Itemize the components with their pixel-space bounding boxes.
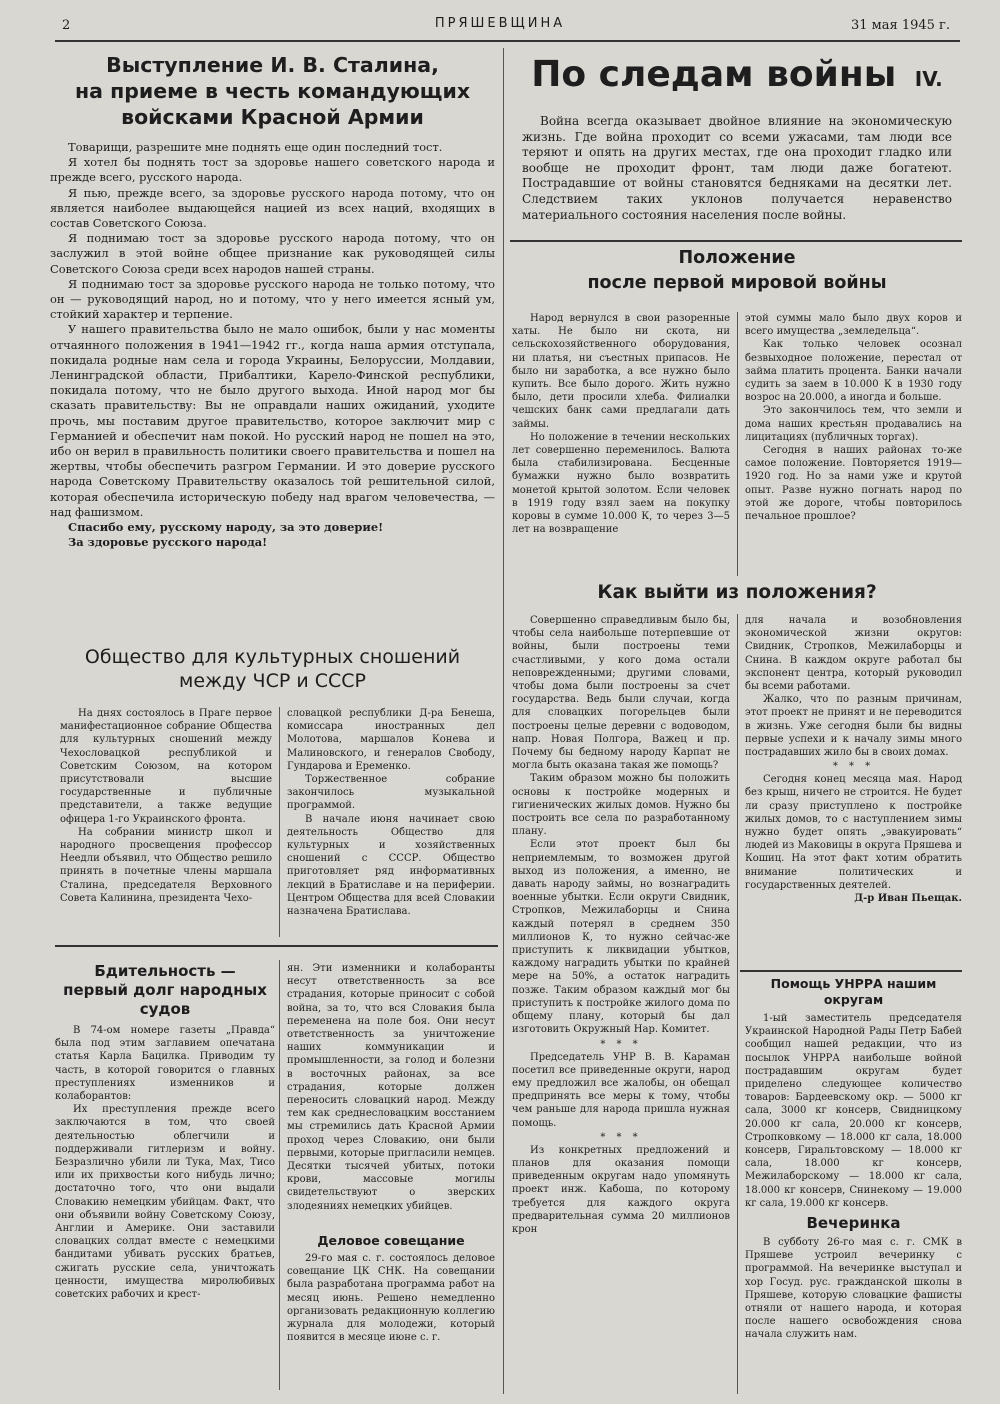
paragraph: Я хотел бы поднять тост за здоровье нашего советского народа и прежде всего, русского народа. bbox=[50, 155, 495, 185]
howout-column-2 bbox=[745, 614, 962, 905]
howout-article bbox=[512, 580, 962, 606]
unrra-article bbox=[745, 976, 962, 1210]
section-rule bbox=[740, 970, 962, 972]
unrra-title bbox=[745, 976, 962, 1008]
paragraph: Председатель УНР В. В. Караман посетил все приведенные округи, народ ему предложил все жалобы, он обещал предпринять все меры к тому, чтобы чем раньше для народа пришла нужная помощь. bbox=[512, 1051, 730, 1129]
paragraph: для начала и возобновления экономической жизни округов: Свидник, Стропков, Межилаборцы и Снина. В каждом округе работал бы экспонент центра, который руководил бы всеми работами. bbox=[745, 615, 962, 693]
paragraph: На собрании министр школ и народного просвещения профессор Неедли объявил, что Общество решило принять в почетные члены маршала Сталина, председателя Верховного Совета Калинина, президента Чехо- bbox=[60, 826, 272, 904]
society-title bbox=[50, 645, 495, 693]
paragraph: На днях состоялось в Праге первое манифестационное собрание Общества для культурных сношений между Чехословацкой республикой и Советским Союзом, на котором присутствовали высшие государственные и публичные представители, а также ведущие офицера 1-го Украинского фронта. bbox=[60, 708, 272, 825]
paragraph: Это закончилось тем, что земли и дома наших крестьян продавались на лицитациях (публичных торгах). bbox=[745, 405, 962, 443]
page-header bbox=[0, 16, 1000, 40]
paragraph: В субботу 26-го мая с. г. СМК в Пряшеве устроил вечеринку с программой. На вечеринке выступал и хор Госуд. рус. гражданской школы в Пряшеве, которую словацкие фашисты отняли от нашего народа, и которая после нашего освобождения снова начала служить нам. bbox=[745, 1237, 962, 1341]
issue-date: 31 мая 1945 г. bbox=[850, 18, 950, 33]
meeting-article bbox=[287, 1233, 495, 1344]
stalin-body bbox=[50, 140, 495, 550]
stars-separator: * * * bbox=[600, 1038, 642, 1050]
paragraph: В начале июня начинает свою деятельность Общество для культурных и хозяйственных сношений с СССР. Общество приготовляет ряд информативных лекций в Братиславе и на периферии. Центром Общества для всей Словакии назначена Братислава. bbox=[287, 813, 495, 918]
stalin-title-line: Выступление И. В. Сталина, bbox=[106, 53, 439, 77]
war-article bbox=[512, 50, 962, 223]
position-column-1 bbox=[512, 312, 730, 536]
stars-separator: * * * bbox=[600, 1131, 642, 1143]
paragraph: 29-го мая с. г. состоялось деловое совещание ЦК СНК. На совещании была разработана программа работ на месяц июнь. Решено немедленно организовать редакционную коллегию журнала для молодежи, который появится в месяце июне с. г. bbox=[287, 1253, 495, 1344]
paragraph: Таким образом можно бы положить основы к постройке модерных и гигиенических жилых домов. Нужно бы построить все села по разработанному плану. bbox=[512, 773, 730, 838]
war-title-text: По следам войны bbox=[531, 54, 897, 95]
paragraph: Я пью, прежде всего, за здоровье русского народа потому, что он является наиболее выдающейся нацией из всех наций, входящих в состав Советского Союза. bbox=[50, 185, 495, 231]
paragraph: Сегодня конец месяца мая. Народ без крыш, ничего не строится. Не будет ли сразу приступлено к постройке жилых домов, то с наступлением зимы нужно будет опять „эвакуировать“ людей из Маковицы в округа Пряшева и Кошиц. На этот факт хотим обратить внимание политических и государственных деятелей. bbox=[745, 774, 962, 891]
howout-divider bbox=[737, 614, 738, 1394]
position-column-2 bbox=[745, 312, 962, 523]
position-title bbox=[512, 246, 962, 296]
section-rule bbox=[510, 240, 962, 242]
stalin-article bbox=[50, 52, 495, 550]
paragraph: Их преступления прежде всего заключаются в том, что своей деятельностью облегчили и поддерживали гитлеризм и войну. Безразлично убили ли Тука, Мах, Тисо или их прихвостьи кого нибудь лично; достаточно того, что они выдали Словакию немецким убийцам. Факт, что они объявили войну Советскому Союзу, Англии и Америке. Они заставили словацких солдат вместе с немецкими бандитами убивать русских братьев, сжигать русские села, уничтожать ценности, имущества миролюбивых советских рабочих и крест- bbox=[55, 1104, 275, 1301]
page-number: 2 bbox=[62, 18, 71, 33]
paragraph: За здоровье русского народа! bbox=[68, 535, 268, 550]
paragraph: этой суммы мало было двух коров и всего имущества „земледельца“. bbox=[745, 313, 962, 338]
position-title-line: после первой мировой войны bbox=[587, 273, 887, 293]
society-title-line: между ЧСР и СССР bbox=[179, 670, 366, 692]
paragraph: Из конкретных предложений и планов для оказания помощи приведенным округам надо упомянуть проект инж. Кабоша, по которому требуется для каждого округа предварительная сумма 20 миллионов крон bbox=[512, 1144, 730, 1235]
society-title-line: Общество для культурных сношений bbox=[84, 646, 461, 668]
paragraph: 1-ый заместитель председателя Украинской Народной Рады Петр Бабей сообщил нашей редакции, что из посылок УНРРА наибольше войной пострадавшим округам будет приделено следующее количество товаров: Бардеевскому окр. — 5000 кг сала, 3000 кг консерв, Свидницкому 20.000 кг сала, 20.000 кг консерв, Стропковкому — 18.000 кг сала, 18.000 консерв, Гиральтовскому — 18.000 кг сала, 18.000 кг консерв, Межилаборскому — 18.000 кг сала, 18.000 кг консерв, Снинекому — 19.000 кг сала, 19.000 кг консерв. bbox=[745, 1013, 962, 1209]
unrra-title-line: Помощь УНРРА нашим bbox=[770, 976, 937, 991]
vigilance-title-line: судов bbox=[139, 1000, 191, 1018]
war-part-number: IV. bbox=[914, 67, 943, 91]
howout-title: Как выйти из положения? bbox=[597, 582, 877, 603]
society-divider bbox=[279, 707, 280, 937]
paragraph: Я поднимаю тост за здоровье русского народа потому, что он заслужил в этой войне общее признание как руководящей силы Советского Союза среди всех народов нашей страны. bbox=[50, 231, 495, 276]
vigilance-title-line: первый долг народных bbox=[63, 981, 267, 999]
paragraph: Как только человек осознал безвыходное положение, перестал от займа платить процента. Банки начали судить за заем в 10.000 К в 1930 году возрос на 20.000, а иногда и больше. bbox=[745, 339, 962, 404]
vigilance-title-line: Бдительность — bbox=[94, 962, 236, 980]
paragraph: Я поднимаю тост за здоровье русского народа не только потому, что он — руководящий народ, но и потому, что у него имеется ясный ум, стойкий характер и терпение. bbox=[50, 276, 495, 322]
stalin-title bbox=[50, 52, 495, 130]
column-divider bbox=[503, 48, 504, 1394]
party-article bbox=[745, 1213, 962, 1342]
vigilance-article bbox=[55, 962, 275, 1301]
unrra-title-line: округам bbox=[823, 992, 884, 1007]
paragraph: Спасибо ему, русскому народу, за это доверие! bbox=[68, 520, 384, 535]
paragraph: У нашего правительства было не мало ошибок, были у нас моменты отчаянного положения в 1941—1942 гг., когда наша армия отступала, покидала родные нам села и города Украины, Белоруссии, Молдавии, Ленинградской области, Прибалтики, Карело-Финской республики, покидала потому, что не было другого выхода. Иной народ мог бы сказать правительству: Вы не оправдали наших ожиданий, уходите прочь, мы поставим другое правительство, которое заключит мир с Германией и обеспечит нам покой. Но русский народ не пошел на это, ибо он верил в правильность политики своего правительства и пошел на жертвы, чтобы обеспечить разгром Германии. И это доверие русского народа Советскому Правительству оказалось той решительной силой, которая обеспечила историческую победу над врагом человечества, — над фашизмом. bbox=[50, 322, 495, 519]
paragraph: Если этот проект был бы неприемлемым, то возможен другой выход из положения, а именно, не давать народу займы, но вознаградить военные убытки. Если округи Свидник, Стропков, Межилаборцы и Снина каждый потерял в среднем 350 миллионов К, то нужно сейчас-же приступить к ликвидации убытков, каждому наградить убытки по крайней мере на 50%, а остаток наградить позже. Таким образом каждый мог бы приступить к постройке жилого дома по общему плану, который бы дал изготовить Окружный Нар. Комитет. bbox=[512, 839, 730, 1036]
vigilance-column-1 bbox=[55, 1024, 275, 1301]
paragraph: Народ вернулся в свои разоренные хаты. Не было ни скота, ни сельскохозяйственного оборудования, ни платья, ни съестных припасов. Не было ни заработка, а все нужно было купить. Все было дорого. Жить нужно было, дети просили хлеба. Филиалки чешских банк сами предлагали дать займы. bbox=[512, 313, 730, 430]
paragraph: Торжественное собрание закончилось музыкальной программой. bbox=[287, 774, 495, 812]
stars-separator: * * * bbox=[832, 761, 875, 773]
society-column-2 bbox=[287, 707, 495, 918]
paragraph: Совершенно справедливым было бы, чтобы села наибольше потерпевшие от войны, были построены теми счастливыми, у кого дома остали неповрежденными; другими словами, чтобы дома были построены за счет государства. Ведь были случаи, когда для словацких погорельцев были построены целые деревни с водоводом, напр. Новая Полгора, Важец и пр. Почему бы бедному народу Карпат не могла быть оказана такая же помощь? bbox=[512, 615, 730, 772]
paper-title: ПРЯШЕВЩИНА bbox=[434, 16, 566, 31]
stalin-title-line: на приеме в честь командующих bbox=[74, 79, 471, 103]
society-article bbox=[50, 645, 495, 693]
position-title-line: Положение bbox=[678, 248, 796, 268]
vigilance-title bbox=[55, 962, 275, 1019]
vigilance-divider bbox=[279, 960, 280, 1390]
header-rule bbox=[55, 40, 960, 42]
section-rule bbox=[55, 945, 498, 947]
meeting-title: Деловое совещание bbox=[317, 1233, 465, 1248]
position-divider bbox=[737, 312, 738, 576]
paragraph: ян. Эти изменники и колаборанты несут ответственность за все страдания, которые приносит с собой война, за то, что вся Словакия была переменена на поле боя. Они несут ответственность за уничтожение наших коммуникации и промышленности, за голод и болезни в восточных районах, за все страдания, которые должен переносить словацкий народ. Между тем как среднесловацким восстанием мы стремились дать Красной Армии проход через Словакию, они были первыми, которые пригласили немцев. Десятки тысячей убитых, потоки крови, массовые могилы свидетельствуют о зверских злодеяниях немецких убийцев. bbox=[287, 963, 495, 1212]
paragraph: Но положение в течении нескольких лет совершенно переменилось. Валюта была стабилизирована. Бесценные бумажки нужно было возвратить монетой крытой золотом. Если человек в 1919 году взял заем на покупку коровы в сумме 10.000 К, то через 3—5 лет на возвращение bbox=[512, 431, 730, 536]
paragraph: В 74-ом номере газеты „Правда“ была под этим заглавием опечатана статья Карла Бацилка. Приводим ту часть, в которой говорится о главных преступлениях изменников и колаборантов: bbox=[55, 1025, 275, 1103]
party-title: Вечеринка bbox=[806, 1214, 901, 1232]
war-title bbox=[512, 50, 962, 104]
stalin-title-line: войсками Красной Армии bbox=[121, 105, 424, 129]
paragraph: словацкой республики Д-ра Бенеша, комиссара иностранных дел Молотова, маршалов Конева и Малиновского, и генералов Свободу, Гундарова и Еременко. bbox=[287, 708, 495, 772]
howout-column-1 bbox=[512, 614, 730, 1236]
paragraph: Сегодня в наших районах то-же самое положение. Повторяется 1919—1920 год. Но за нами уже и крутой опыт. Разве нужно погнать народ по этой же дороге, чтобы повторилось печальное прошлое? bbox=[745, 445, 962, 523]
war-intro: Война всегда оказывает двойное влияние на экономическую жизнь. Где война проходит со всеми ужасами, там люди все теряют и опять на других местах, где она проходит гладко или вообще не проходит фронт, там люди даже богатеют. Пострадавшие от войны становятся бедняками на десятки лет. Следствием таких уклонов получается неравенство материального состояния населения после войны. bbox=[522, 114, 952, 222]
paragraph: Товарищи, разрешите мне поднять еще один последний тост. bbox=[68, 140, 443, 154]
society-column-1 bbox=[60, 707, 272, 905]
position-article bbox=[512, 246, 962, 296]
vigilance-column-2 bbox=[287, 962, 495, 1213]
paragraph: Жалко, что по разным причинам, этот проект не принят и не переводится в жизнь. Уже сегодня были бы видны первые успехи и к началу зимы много пострадавших жило бы в своих домах. bbox=[745, 694, 962, 759]
author-signature: Д-р Иван Пьещак. bbox=[854, 893, 962, 905]
